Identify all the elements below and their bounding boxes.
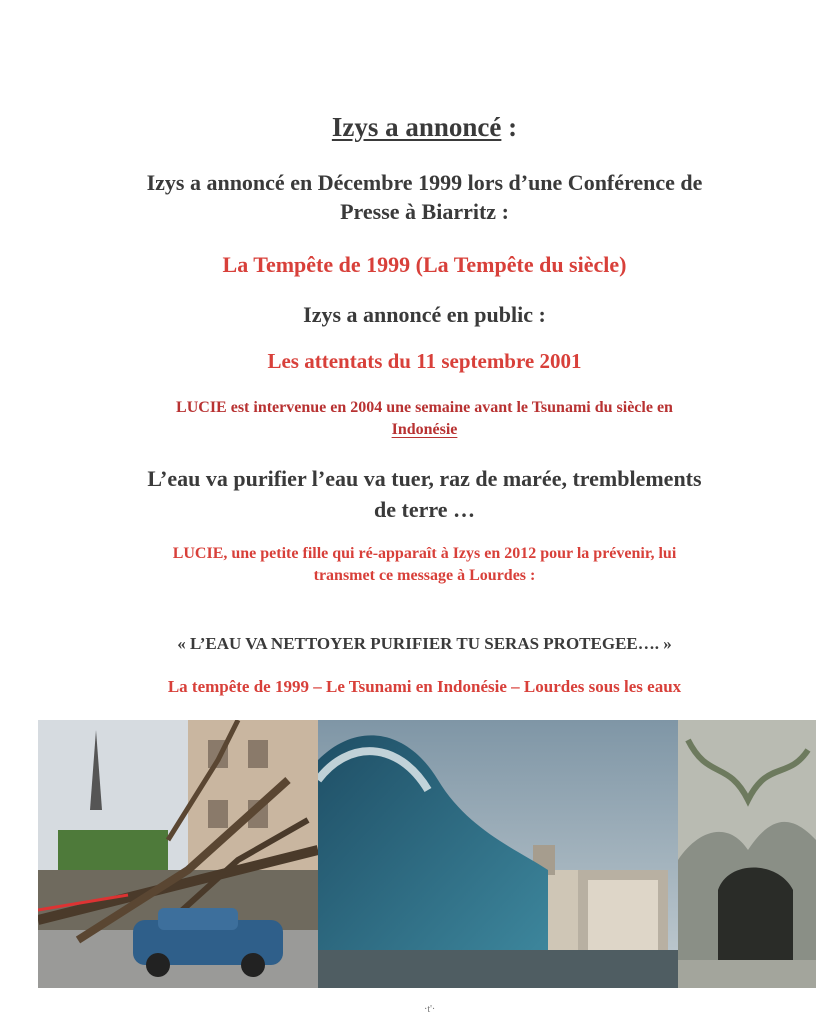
- lourdes-grotto-drawing: [678, 720, 816, 988]
- page-title-text: Izys a annoncé: [331, 112, 502, 142]
- tsunami-photo: [318, 720, 678, 988]
- lucie-2004-line: LUCIE est intervenue en 2004 une semaine avant le Tsunami du siècle en: [176, 399, 673, 416]
- storm-photo: [38, 720, 318, 988]
- indonesia-line: [8, 421, 833, 439]
- lucie-2012-line-1: LUCIE, une petite fille qui ré-apparaît à Izys en 2012 pour la prévenir, lui: [172, 545, 677, 562]
- indonesia-text: Indonésie: [391, 421, 458, 438]
- water-message-line-1: L’eau va purifier l’eau va tuer, raz de marée, tremblements: [147, 466, 702, 491]
- lourdes-grotto-photo: [678, 720, 816, 988]
- footer-mark: ·t'·: [424, 1004, 436, 1015]
- storm-photo-drawing: [38, 720, 318, 988]
- storm-1999-heading: La Tempête de 1999 (La Tempête du siècle): [222, 252, 627, 277]
- page-title-colon: :: [501, 112, 518, 142]
- attacks-2001-heading: Les attentats du 11 septembre 2001: [267, 349, 582, 373]
- lucie-2012-line-2: transmet ce message à Lourdes :: [313, 567, 536, 584]
- announcement-line-2: Presse à Biarritz :: [340, 199, 509, 224]
- tsunami-photo-drawing: [318, 720, 678, 988]
- page-title: [8, 112, 833, 143]
- photo-caption: La tempête de 1999 – Le Tsunami en Indonésie – Lourdes sous les eaux: [167, 677, 682, 696]
- announcement-line-1: Izys a annoncé en Décembre 1999 lors d’une Conférence de: [146, 170, 703, 195]
- water-message-line-2: de terre …: [374, 497, 475, 522]
- lourdes-quote: « L’EAU VA NETTOYER PURIFIER TU SERAS PROTEGEE…. »: [177, 634, 672, 653]
- public-announcement-line: Izys a annoncé en public :: [303, 302, 546, 327]
